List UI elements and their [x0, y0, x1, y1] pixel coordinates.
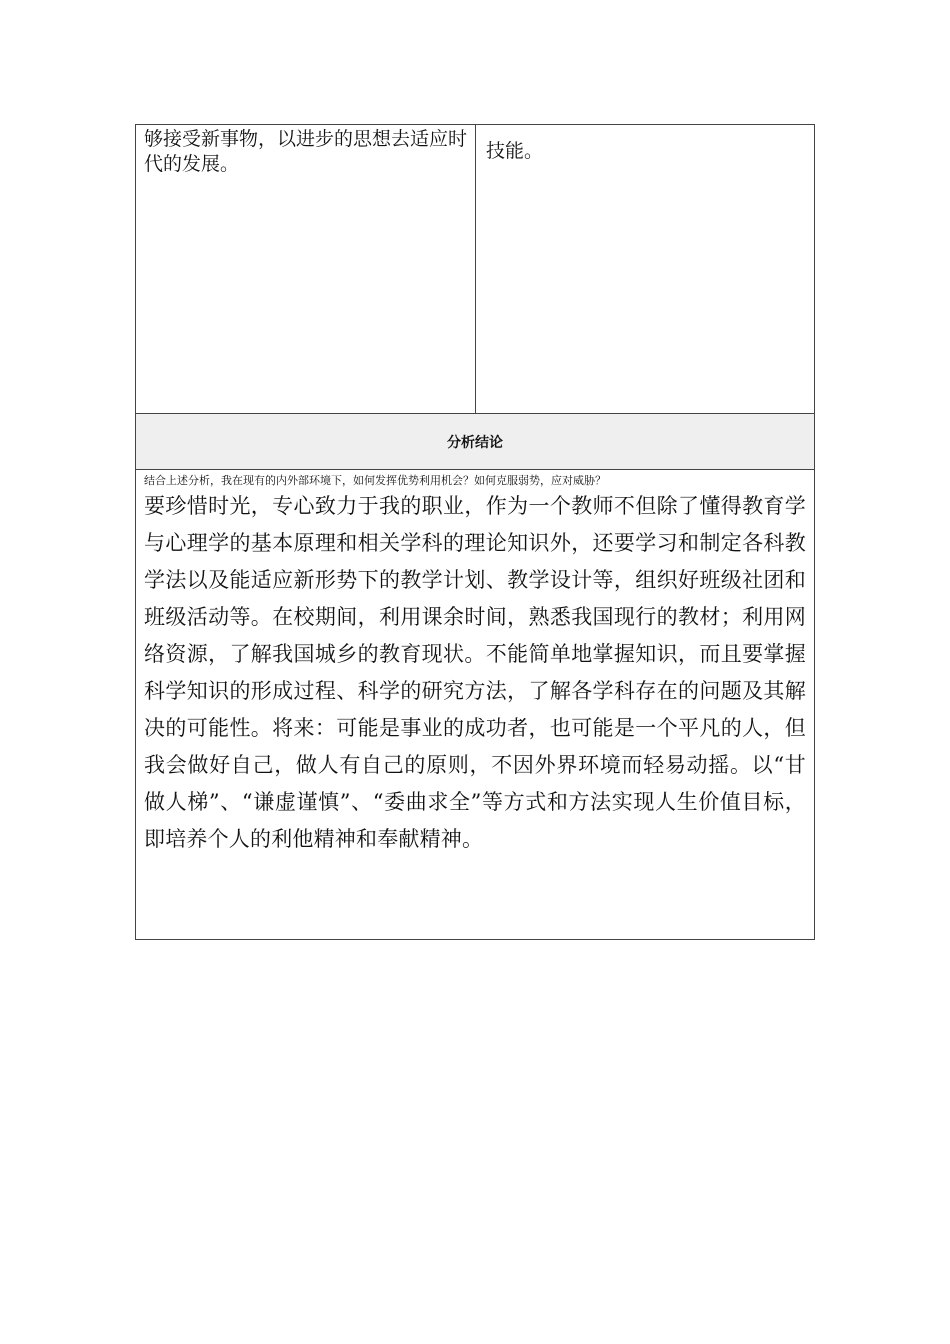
conclusion-row — [136, 470, 814, 939]
table-row-strengths-weaknesses — [136, 125, 814, 414]
conclusion-prompt: 结合上述分析，我在现有的内外部环境下，如何发挥优势利用机会？如何克服弱势，应对威胁？ — [144, 474, 606, 487]
table-cell-left — [136, 125, 476, 413]
section-heading: 分析结论 — [447, 434, 503, 451]
swot-table — [135, 124, 815, 940]
cell-right-text: 技能。 — [486, 140, 544, 162]
conclusion-answer: 要珍惜时光，专心致力于我的职业，作为一个教师不但除了懂得教育学与心理学的基本原理和相关学科的理论知识外，还要学习和制定各科教学法以及能适应新形势下的教学计划、教学设计等，组织好班级社团和班级活动等。在校期间，利用课余时间，熟悉我国现行的教材；利用网络资源，了解我国城乡的教育现状。不能简单地掌握知识，而且要掌握科学知识的形成过程、科学的研究方法，了解各学科存在的问题及其解决的可能性。将来：可能是事业的成功者，也可能是一个平凡的人，但我会做好自己，做人有自己的原则，不因外界环境而轻易动摇。以“甘做人梯”、“谦虚谨慎”、“委曲求全”等方式和方法实现人生价值目标，即培养个人的利他精神和奉献精神。 — [144, 494, 806, 851]
cell-left-text: 够接受新事物，以进步的思想去适应时代的发展。 — [144, 128, 468, 175]
section-heading-row — [136, 414, 814, 470]
table-cell-right — [476, 125, 814, 413]
